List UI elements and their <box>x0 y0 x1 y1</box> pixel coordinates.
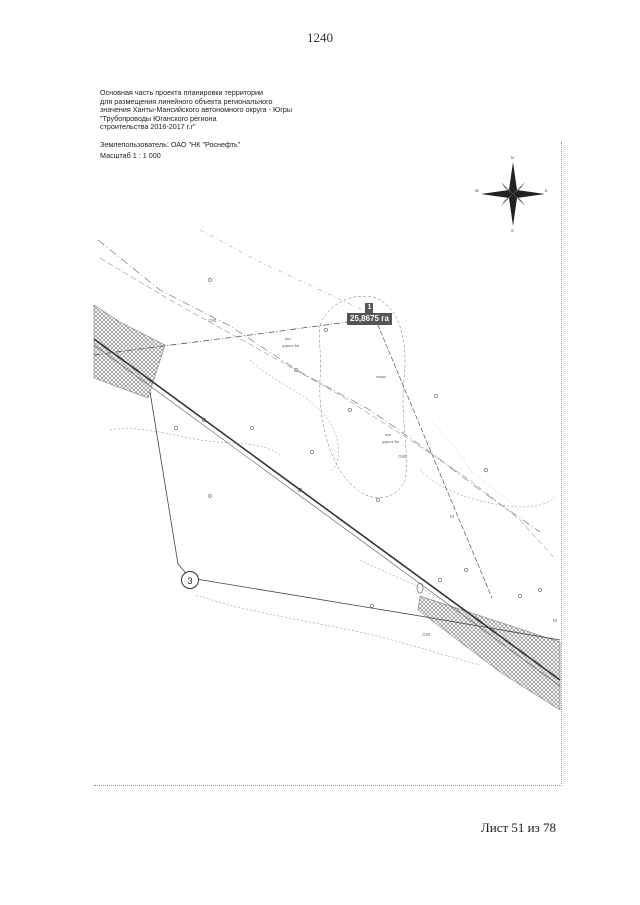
compass-rose-icon <box>475 154 551 234</box>
svg-text:III: III <box>553 618 557 623</box>
contour-5 <box>360 560 440 600</box>
hatched-zone-right <box>418 596 560 710</box>
svg-text:W: W <box>475 188 479 193</box>
svg-text:ЛЭП: ЛЭП <box>398 454 407 459</box>
contour-2 <box>250 360 339 472</box>
land-user-label: Землепользователь: ОАО "НК "Роснефть" <box>100 140 241 149</box>
page-number: 1240 <box>307 30 333 45</box>
svg-text:пол: пол <box>285 336 292 341</box>
contour-7 <box>430 420 520 510</box>
contour-4 <box>420 470 556 507</box>
title-line: Основная часть проекта планировки территории <box>100 88 263 97</box>
svg-text:дорога 4м: дорога 4м <box>382 439 399 444</box>
road-line-1 <box>98 240 540 532</box>
title-line: строительства 2016-2017 г.г" <box>100 122 196 132</box>
svg-text:III: III <box>450 514 454 519</box>
svg-text:ЛЭП: ЛЭП <box>422 632 431 637</box>
svg-text:S: S <box>511 228 514 233</box>
title-line: "Трубопроводы Юганского региона <box>100 113 217 123</box>
title-block <box>100 89 400 132</box>
contour-3 <box>110 429 280 455</box>
title-line: для размещения линейного объекта регионального <box>100 96 273 106</box>
contour-1 <box>319 296 406 498</box>
title-line: значения Ханты-Мансийского автономного округа - Югры <box>100 105 293 115</box>
parcel-label <box>347 303 392 325</box>
parcel-area: 25,8675 га <box>347 313 392 325</box>
svg-text:N: N <box>511 155 514 160</box>
road-line-2 <box>100 258 556 560</box>
svg-text:E: E <box>545 188 548 193</box>
sheet-footer: Лист 51 из 78 <box>480 820 556 835</box>
point-marker: 3 <box>181 571 199 589</box>
pipeline-line-parallel <box>94 345 560 686</box>
tree-symbol <box>417 583 423 593</box>
pipeline-line <box>94 339 560 680</box>
parcel-number: 1 <box>365 303 373 313</box>
parcel-boundary-right <box>375 318 492 598</box>
svg-text:пол: пол <box>385 432 392 437</box>
svg-text:ЛЭП: ЛЭП <box>208 318 217 323</box>
parcel-boundary <box>150 392 560 640</box>
svg-text:дорога 4м: дорога 4м <box>282 343 299 348</box>
scale-label: Масштаб 1 : 1 000 <box>100 151 161 160</box>
svg-text:опора: опора <box>376 374 386 379</box>
